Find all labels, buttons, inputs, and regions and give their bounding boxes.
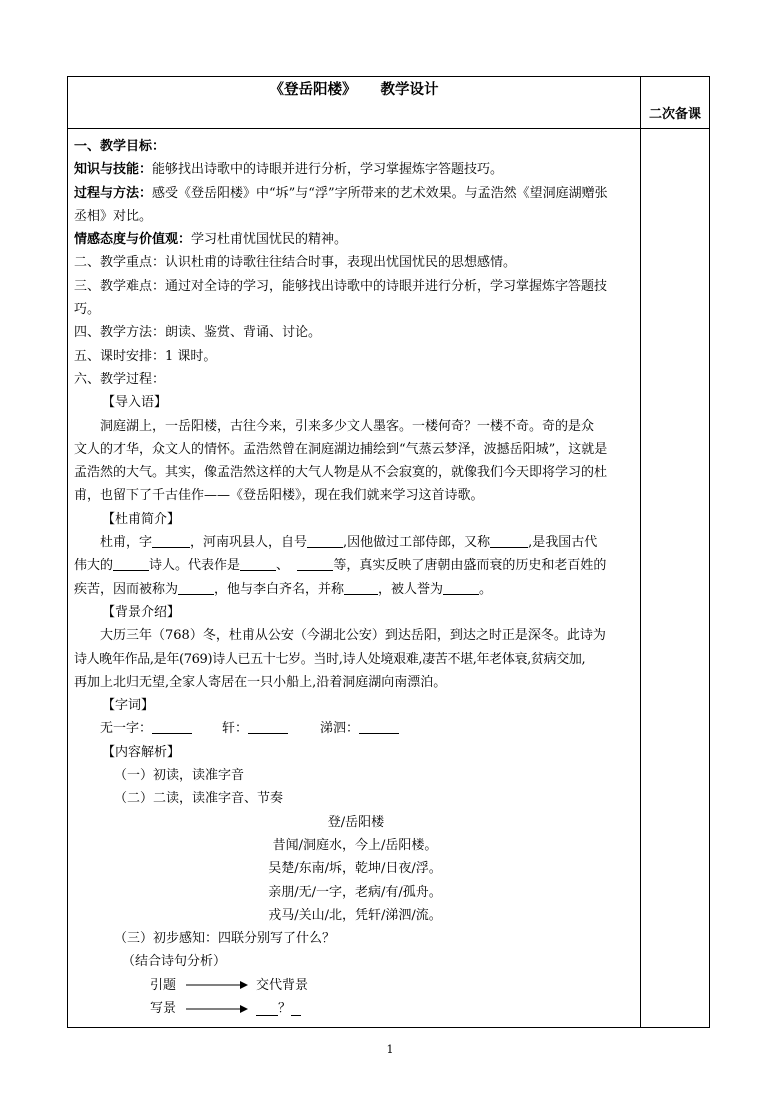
poem-line: 亲朋/无/一字，老病/有/孤舟。 xyxy=(268,884,442,900)
fill-blank[interactable] xyxy=(178,580,214,595)
objective-emotion: 情感态度与价值观：学习杜甫忧国忧民的精神。 xyxy=(74,232,348,248)
process-heading: 六、教学过程： xyxy=(74,371,166,387)
fill-blank[interactable] xyxy=(307,533,343,548)
arrow-right-icon xyxy=(186,979,248,991)
arrow-right-icon xyxy=(186,1003,248,1015)
fill-blank[interactable] xyxy=(490,533,528,548)
analysis-step-2: （二）二读，读准字音、节奏 xyxy=(114,791,284,807)
background-heading: 【背景介绍】 xyxy=(102,604,181,620)
fill-blank[interactable] xyxy=(113,556,149,571)
mapping-row: 写景 ？ xyxy=(74,997,636,1020)
teaching-focus: 二、教学重点：认识杜甫的诗歌往往结合时事，表现出忧国忧民的思想感情。 xyxy=(74,255,517,271)
background-line: 大历三年（768）冬，杜甫从公安（今湖北公安）到达岳阳，到达之时正是深冬。此诗为 xyxy=(100,628,606,644)
poem-title: 登/岳阳楼 xyxy=(327,814,385,830)
teaching-difficulty: 三、教学难点：通过对全诗的学习，能够找出诗歌中的诗眼并进行分析，学习掌握炼字答题技 xyxy=(74,278,608,294)
intro-line: 孟浩然的大气。其实，像孟浩然这样的大气人物是从不会寂寞的，就像我们今天即将学习的杜 xyxy=(74,465,608,481)
analysis-step-1: （一）初读，读准字音 xyxy=(114,768,245,784)
fill-blank[interactable] xyxy=(152,533,190,548)
words-heading: 【字词】 xyxy=(102,698,155,714)
title-suffix: 教学设计 xyxy=(380,82,439,98)
fill-blank[interactable] xyxy=(359,719,399,734)
side-column-header xyxy=(641,77,710,129)
analysis-heading: 【内容解析】 xyxy=(102,744,181,760)
document-title xyxy=(68,78,640,99)
mapping-row: 引题 交代背景 xyxy=(150,977,309,993)
words-line: 无一字： 轩： 涕泗： xyxy=(74,717,636,740)
analysis-step-3: （三）初步感知：四联分别写了什么？ xyxy=(114,931,336,947)
intro-line: 洞庭湖上，一岳阳楼，古往今来，引来多少文人墨客。一楼何奇？一楼不奇。奇的是众 xyxy=(100,418,595,434)
title-cell xyxy=(68,77,641,129)
intro-line: 甫，也留下了千古佳作——《登岳阳楼》，现在我们就来学习这首诗歌。 xyxy=(74,488,484,504)
dufu-line-3: 疾苦，因而被称为 ，他与李白齐名，并称 ，被人誉为 。 xyxy=(74,581,493,597)
fill-blank[interactable] xyxy=(248,719,288,734)
objectives-heading: 一、教学目标： xyxy=(74,139,166,154)
background-line: 再加上北归无望,全家人寄居在一只小船上,沿着洞庭湖向南漂泊。 xyxy=(74,674,447,690)
fill-blank[interactable] xyxy=(344,580,378,595)
background-line: 诗人晚年作品,是年(769)诗人已五十七岁。当时,诗人处境艰难,凄苦不堪,年老体衰,贫病交加, xyxy=(74,651,586,667)
side-column-label: 二次备课 xyxy=(648,107,701,122)
poem-line: 昔闻/洞庭水，今上/岳阳楼。 xyxy=(272,837,438,853)
fill-blank[interactable] xyxy=(256,1001,278,1016)
fill-blank[interactable] xyxy=(291,1001,301,1016)
class-schedule: 五、课时安排：1 课时。 xyxy=(74,348,217,364)
dufu-line-1: 杜甫，字 ，河南巩县人，自号 ,因他做过工部侍郎，又称 ,是我国古代 xyxy=(100,535,598,551)
poem-line: 戎马/关山/北，凭轩/涕泗/流。 xyxy=(268,907,442,923)
title-poem-name: 《登岳阳楼》 xyxy=(269,82,357,98)
objective-knowledge: 知识与技能：能够找出诗歌中的诗眼并进行分析，学习掌握炼字答题技巧。 xyxy=(74,162,504,178)
intro-heading: 【导入语】 xyxy=(102,395,168,411)
objective-process: 过程与方法：感受《登岳阳楼》中“坼”与“浮”字所带来的艺术效果。与孟浩然《望洞庭湖赠张 xyxy=(74,185,608,201)
teaching-difficulty-cont: 巧。 xyxy=(74,302,101,318)
objective-process-cont: 丞相》对比。 xyxy=(74,208,153,224)
fill-blank[interactable] xyxy=(152,719,192,734)
teaching-methods: 四、教学方法：朗读、鉴赏、背诵、讨论。 xyxy=(74,325,322,341)
fill-blank[interactable] xyxy=(297,556,333,571)
content-cell xyxy=(68,129,641,1028)
poem-line: 吴楚/东南/坼，乾坤/日夜/浮。 xyxy=(268,861,442,877)
side-column-body xyxy=(641,129,710,1028)
lesson-plan-table xyxy=(67,76,710,1028)
analysis-hint: （结合诗句分析） xyxy=(122,954,227,970)
dufu-heading: 【杜甫简介】 xyxy=(102,511,181,527)
fill-blank[interactable] xyxy=(240,556,276,571)
dufu-line-2: 伟大的 诗人。代表作是 、 等，真实反映了唐朝由盛而衰的历史和老百姓的 xyxy=(74,558,607,574)
intro-line: 文人的才华，众文人的情怀。孟浩然曾在洞庭湖边捕绘到“气蒸云梦泽，波撼岳阳城”，这就是 xyxy=(74,441,608,457)
page-number: 1 xyxy=(386,1043,394,1056)
fill-blank[interactable] xyxy=(443,580,479,595)
